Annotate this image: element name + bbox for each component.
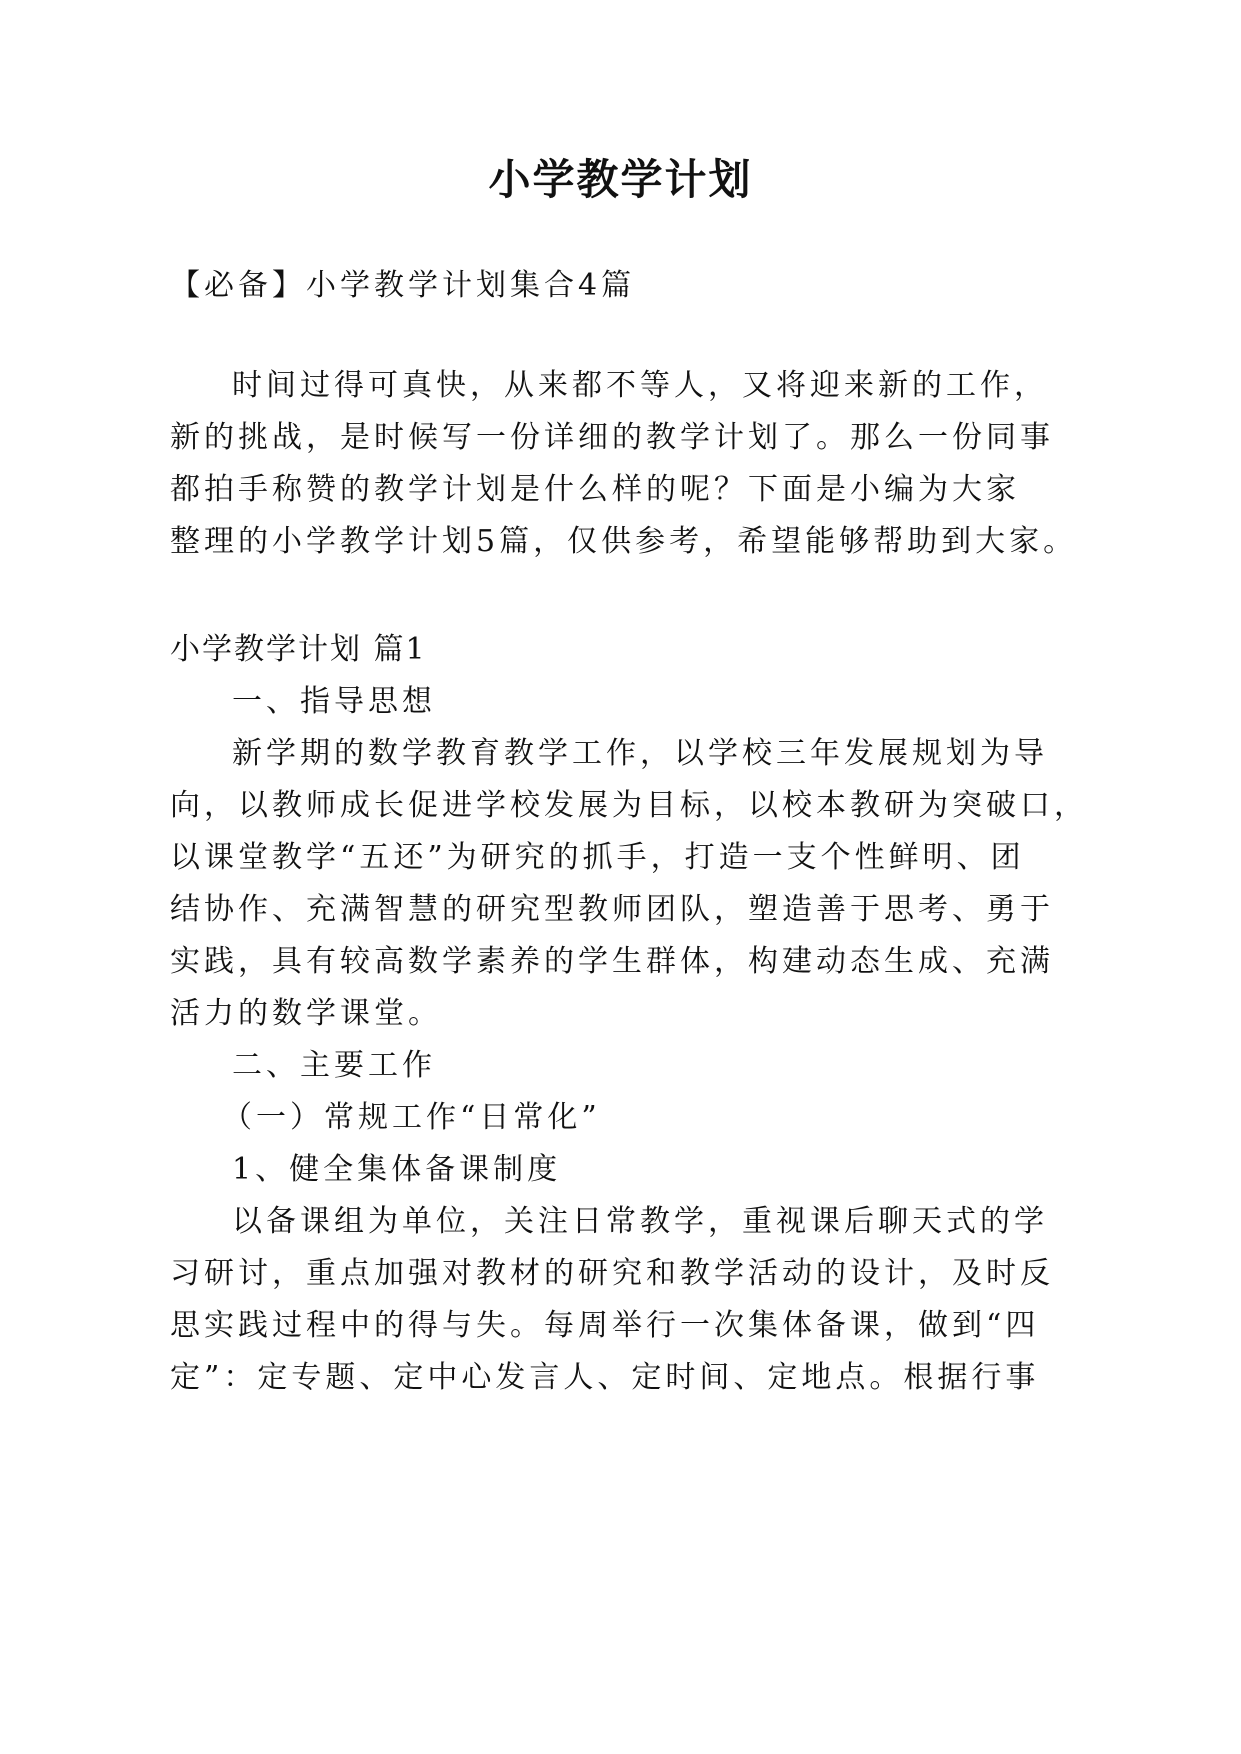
paragraph-line: 以备课组为单位，关注日常教学，重视课后聊天式的学 <box>232 1204 1048 1239</box>
intro-line: 都拍手称赞的教学计划是什么样的呢？下面是小编为大家 <box>170 472 1020 507</box>
paragraph-line: 思实践过程中的得与失。每周举行一次集体备课，做到“四 <box>170 1308 1040 1343</box>
paragraph-line: 习研讨，重点加强对教材的研究和教学活动的设计，及时反 <box>170 1256 1054 1291</box>
heading-main-work: 二、主要工作 <box>232 1048 436 1083</box>
heading-routine-work: （一）常规工作“日常化” <box>222 1100 601 1135</box>
paragraph-line: 新学期的数学教育教学工作，以学校三年发展规划为导 <box>232 736 1048 771</box>
paragraph-line: 实践，具有较高数学素养的学生群体，构建动态生成、充满 <box>170 944 1054 979</box>
intro-line: 整理的小学教学计划5篇，仅供参考，希望能够帮助到大家。 <box>170 524 1078 559</box>
document-subtitle: 【必备】小学教学计划集合4篇 <box>170 268 636 303</box>
paragraph-line: 以课堂教学“五还”为研究的抓手，打造一支个性鲜明、团 <box>170 840 1025 875</box>
section-heading: 小学教学计划 篇1 <box>170 632 427 667</box>
paragraph-line: 活力的数学课堂。 <box>170 996 442 1031</box>
paragraph-line: 结协作、充满智慧的研究型教师团队，塑造善于思考、勇于 <box>170 892 1054 927</box>
paragraph-line: 向，以教师成长促进学校发展为目标，以校本教研为突破口， <box>170 788 1088 823</box>
intro-line: 新的挑战，是时候写一份详细的教学计划了。那么一份同事 <box>170 420 1054 455</box>
paragraph-line: 定”：定专题、定中心发言人、定时间、定地点。根据行事 <box>170 1360 1040 1395</box>
intro-line: 时间过得可真快，从来都不等人，又将迎来新的工作， <box>232 368 1048 403</box>
heading-lesson-prep: 1、健全集体备课制度 <box>232 1152 562 1187</box>
heading-guiding-thought: 一、指导思想 <box>232 684 436 719</box>
document-title: 小学教学计划 <box>488 155 753 204</box>
